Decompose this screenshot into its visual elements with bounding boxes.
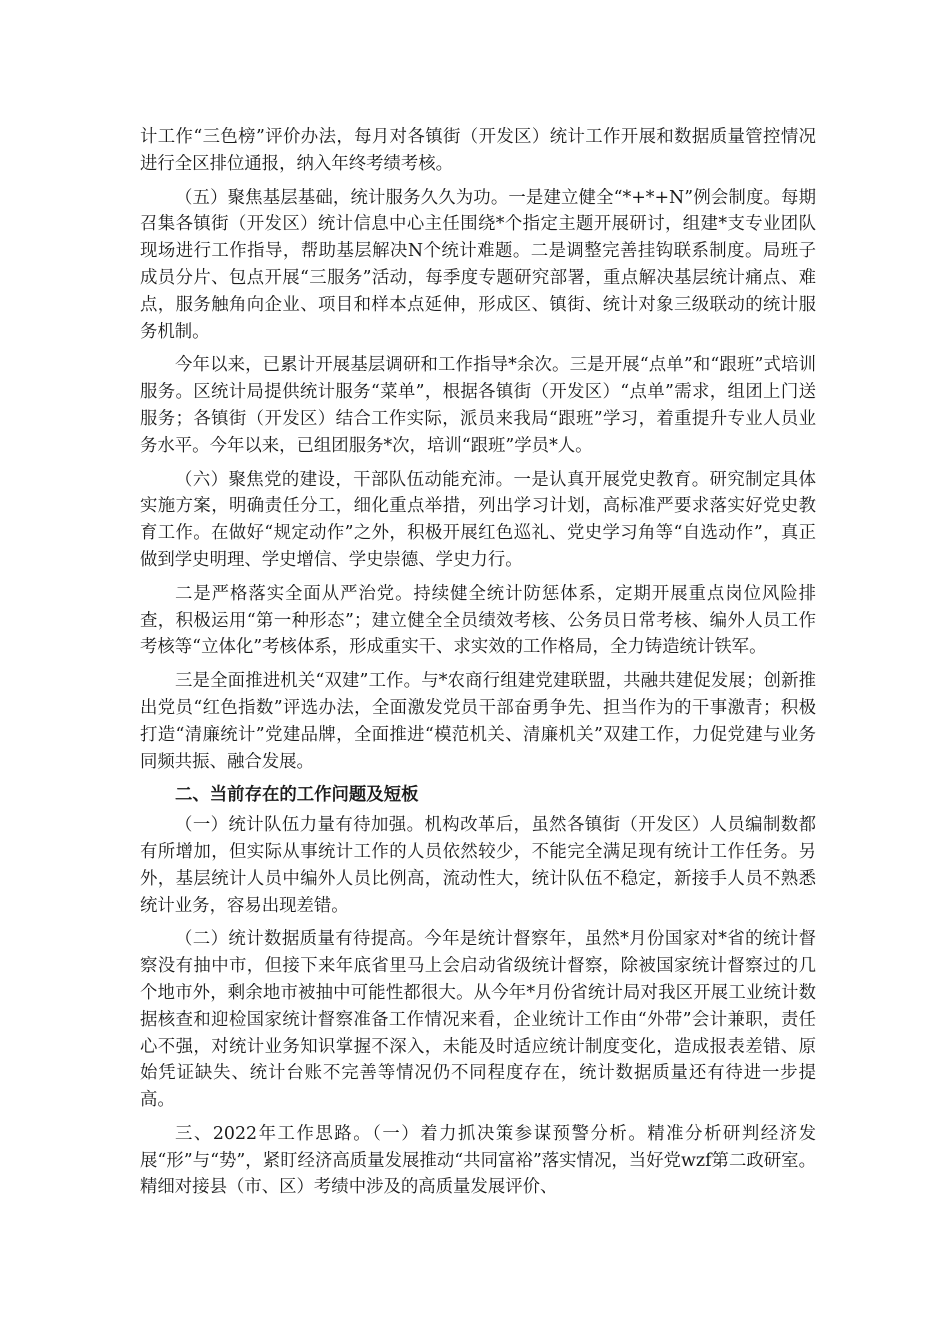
paragraph-continuation: 计工作“三色榜”评价办法，每月对各镇街（开发区）统计工作开展和数据质量管控情况进行全区排位通报，纳入年终考绩考核。: [140, 127, 816, 174]
paragraph-problem-two: （二）统计数据质量有待提高。今年是统计督察年，虽然*月份国家对*省的统计督察没有抽中市，但接下来年底省里马上会启动省级统计督察，除被国家统计督察过的几个地市外，剩余地市被抽中可能性都很大。从今年*月份省统计局对我区开展工业统计数据核查和迎检国家统计督察准备工作情况来看，企业统计工作由“外带”会计兼职，责任心不强，对统计业务知识掌握不深入，未能及时适应统计制度变化，造成报表差错、原始凭证缺失、统计台账不完善等情况仍不同程度存在，统计数据质量还有待进一步提高。: [140, 929, 816, 1111]
paragraph-section-five-cont: 今年以来，已累计开展基层调研和工作指导*余次。三是开展“点单”和“跟班”式培训服务。区统计局提供统计服务“菜单”，根据各镇街（开发区）“点单”需求，组团上门送服务；各镇街（开发区）结合工作实际，派员来我局“跟班”学习，着重提升专业人员业务水平。今年以来，已组团服务*次，培训“跟班”学员*人。: [140, 355, 816, 456]
paragraph-section-six: （六）聚焦党的建设，干部队伍动能充沛。一是认真开展党史教育。研究制定具体实施方案，明确责任分工，细化重点举措，列出学习计划，高标准严要求落实好党史教育工作。在做好“规定动作”之外，积极开展红色巡礼、党史学习角等“自选动作”，真正做到学史明理、学史增信、学史崇德、学史力行。: [140, 469, 816, 570]
paragraph-section-five: （五）聚焦基层基础，统计服务久久为功。一是建立健全“*+*+N”例会制度。每期召集各镇街（开发区）统计信息中心主任围绕*个指定主题开展研讨，组建*支专业团队现场进行工作指导，帮助基层解决N个统计难题。二是调整完善挂钩联系制度。局班子成员分片、包点开展“三服务”活动，每季度专题研究部署，重点解决基层统计痛点、难点，服务触角向企业、项目和样本点延伸，形成区、镇街、统计对象三级联动的统计服务机制。: [140, 187, 816, 342]
paragraph-2022-plan: 三、2022年工作思路。（一）着力抓决策参谋预警分析。精准分析研判经济发展“形”与“势”，紧盯经济高质量发展推动“共同富裕”落实情况，当好党wzf第二政研室。精细对接县（市、区）考绩中涉及的高质量发展评价、: [140, 1123, 816, 1198]
paragraph-dual-construction: 三是全面推进机关“双建”工作。与*农商行组建党建联盟，共融共建促发展；创新推出党员“红色指数”评选办法，全面激发党员干部奋勇争先、担当作为的干事激青；积极打造“清廉统计”党建品牌，全面推进“模范机关、清廉机关”双建工作，力促党建与业务同频共振、融合发展。: [140, 671, 816, 772]
document-page: [140, 124, 816, 1208]
paragraph-problem-one: （一）统计队伍力量有待加强。机构改革后，虽然各镇街（开发区）人员编制数都有所增加，但实际从事统计工作的人员依然较少，不能完全满足现有统计工作任务。另外，基层统计人员中编外人员比例高，流动性大，统计队伍不稳定，新接手人员不熟悉统计业务，容易出现差错。: [140, 815, 816, 916]
section-heading-problems: 二、当前存在的工作问题及短板: [175, 785, 419, 806]
paragraph-strict-governance: 二是严格落实全面从严治党。持续健全统计防惩体系，定期开展重点岗位风险排查，积极运用“第一种形态”；建立健全全员绩效考核、公务员日常考核、编外人员工作考核等“立体化”考核体系，形成重实干、求实效的工作格局，全力铸造统计铁军。: [140, 583, 816, 658]
